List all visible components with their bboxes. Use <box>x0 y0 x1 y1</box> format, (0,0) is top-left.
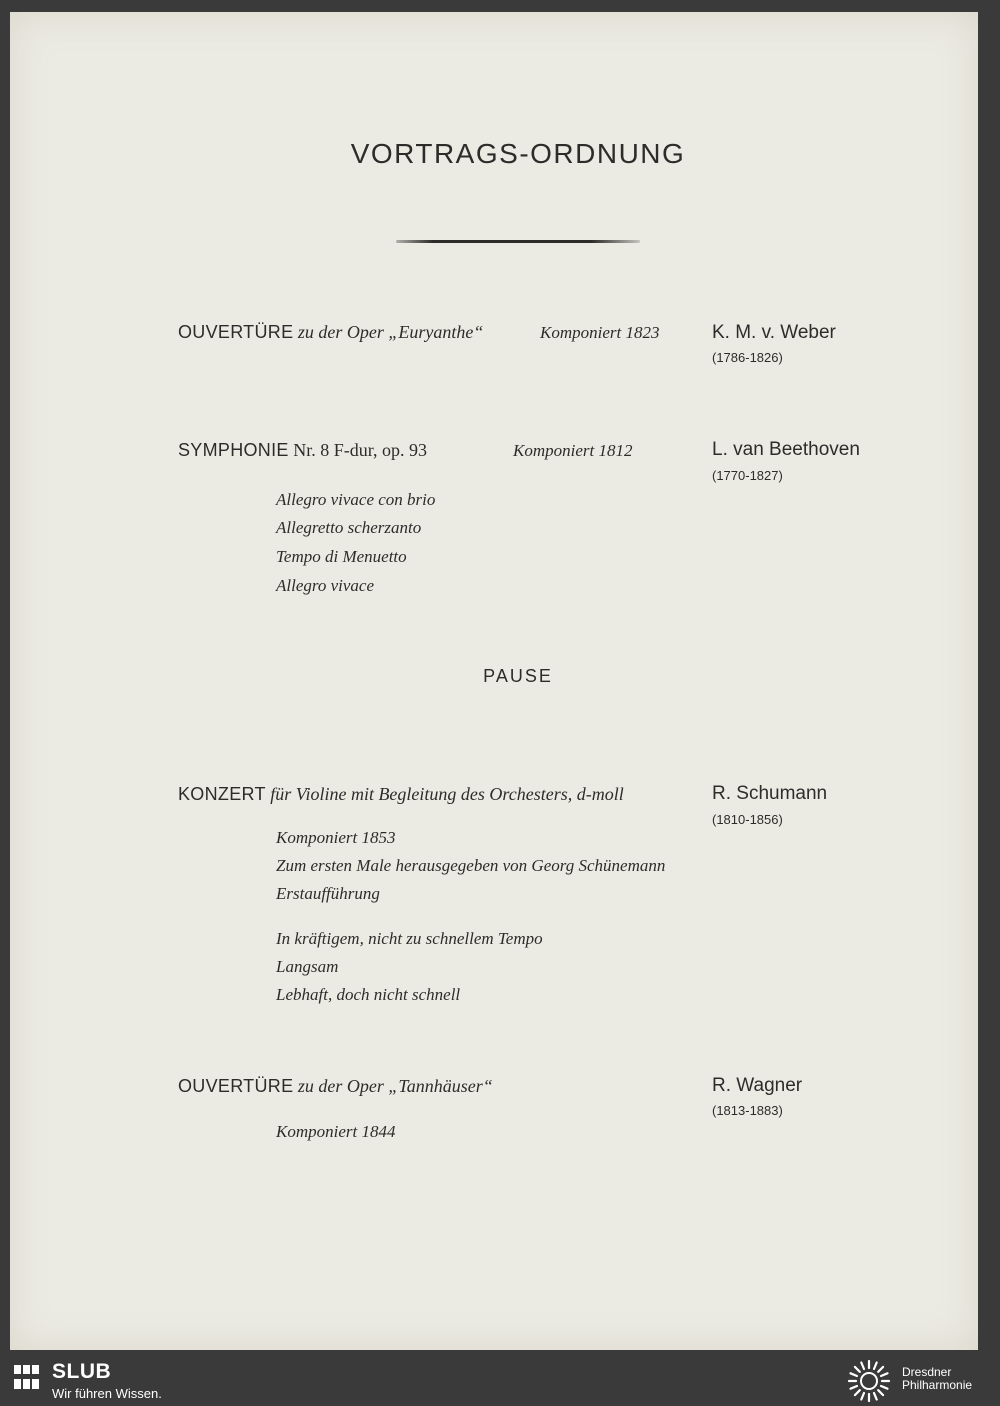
intermission-label: PAUSE <box>483 666 553 686</box>
philharmonie-sunburst-logo[interactable] <box>846 1358 892 1404</box>
work-type: SYMPHONIE <box>178 440 289 460</box>
movement-1: In kräftigem, nicht zu schnellem Tempo <box>276 929 543 948</box>
work-tannhaeuser <box>178 1076 493 1097</box>
composer-name: K. M. v. Weber <box>712 322 836 343</box>
work-type: OUVERTÜRE <box>178 1076 294 1096</box>
note-2: Zum ersten Male herausgegeben von Georg Schünemann <box>276 856 666 875</box>
note-3: Erstaufführung <box>276 884 380 903</box>
movement-1: Allegro vivace con brio <box>276 490 436 509</box>
note-1: Komponiert 1853 <box>276 828 396 847</box>
note-1: Komponiert 1844 <box>276 1122 396 1141</box>
movement-3: Lebhaft, doch nicht schnell <box>276 985 461 1004</box>
movement-4: Allegro vivace <box>276 576 375 595</box>
composer-name: L. van Beethoven <box>712 439 860 460</box>
work-title: zu der Oper „Tannhäuser“ <box>293 1076 493 1096</box>
work-type: KONZERT <box>178 784 266 804</box>
composer-name: R. Wagner <box>712 1075 803 1096</box>
title-divider <box>396 240 640 243</box>
movement-2: Langsam <box>276 957 339 976</box>
composer-lifespan: (1810-1856) <box>712 812 783 827</box>
page-title: VORTRAGS-ORDNUNG <box>350 138 686 169</box>
movement-3: Tempo di Menuetto <box>276 547 407 566</box>
work-title: Nr. 8 F-dur, op. 93 <box>288 440 427 460</box>
work-title: zu der Oper „Euryanthe“ <box>293 322 484 342</box>
footer-bar <box>0 1356 1000 1406</box>
composition-year: Komponiert 1823 <box>540 323 660 342</box>
partner-name <box>902 1366 972 1392</box>
work-euryanthe <box>178 322 483 343</box>
work-konzert <box>178 784 624 805</box>
slub-book-icon[interactable] <box>12 1362 42 1392</box>
work-title: für Violine mit Begleitung des Orchesters, d-moll <box>265 784 624 804</box>
library-claim: Wir führen Wissen. <box>52 1386 162 1401</box>
work-symphonie <box>178 440 427 461</box>
movement-2: Allegretto scherzanto <box>276 518 422 537</box>
partner-line-2: Philharmonie <box>902 1378 973 1392</box>
composer-lifespan: (1813-1883) <box>712 1103 783 1118</box>
composer-lifespan: (1770-1827) <box>712 468 783 483</box>
composition-year: Komponiert 1812 <box>513 441 633 460</box>
partner-line-1: Dresdner <box>902 1365 952 1379</box>
composer-lifespan: (1786-1826) <box>712 350 783 365</box>
work-type: OUVERTÜRE <box>178 322 294 342</box>
composer-name: R. Schumann <box>712 783 828 804</box>
library-name[interactable]: SLUB <box>52 1360 112 1383</box>
